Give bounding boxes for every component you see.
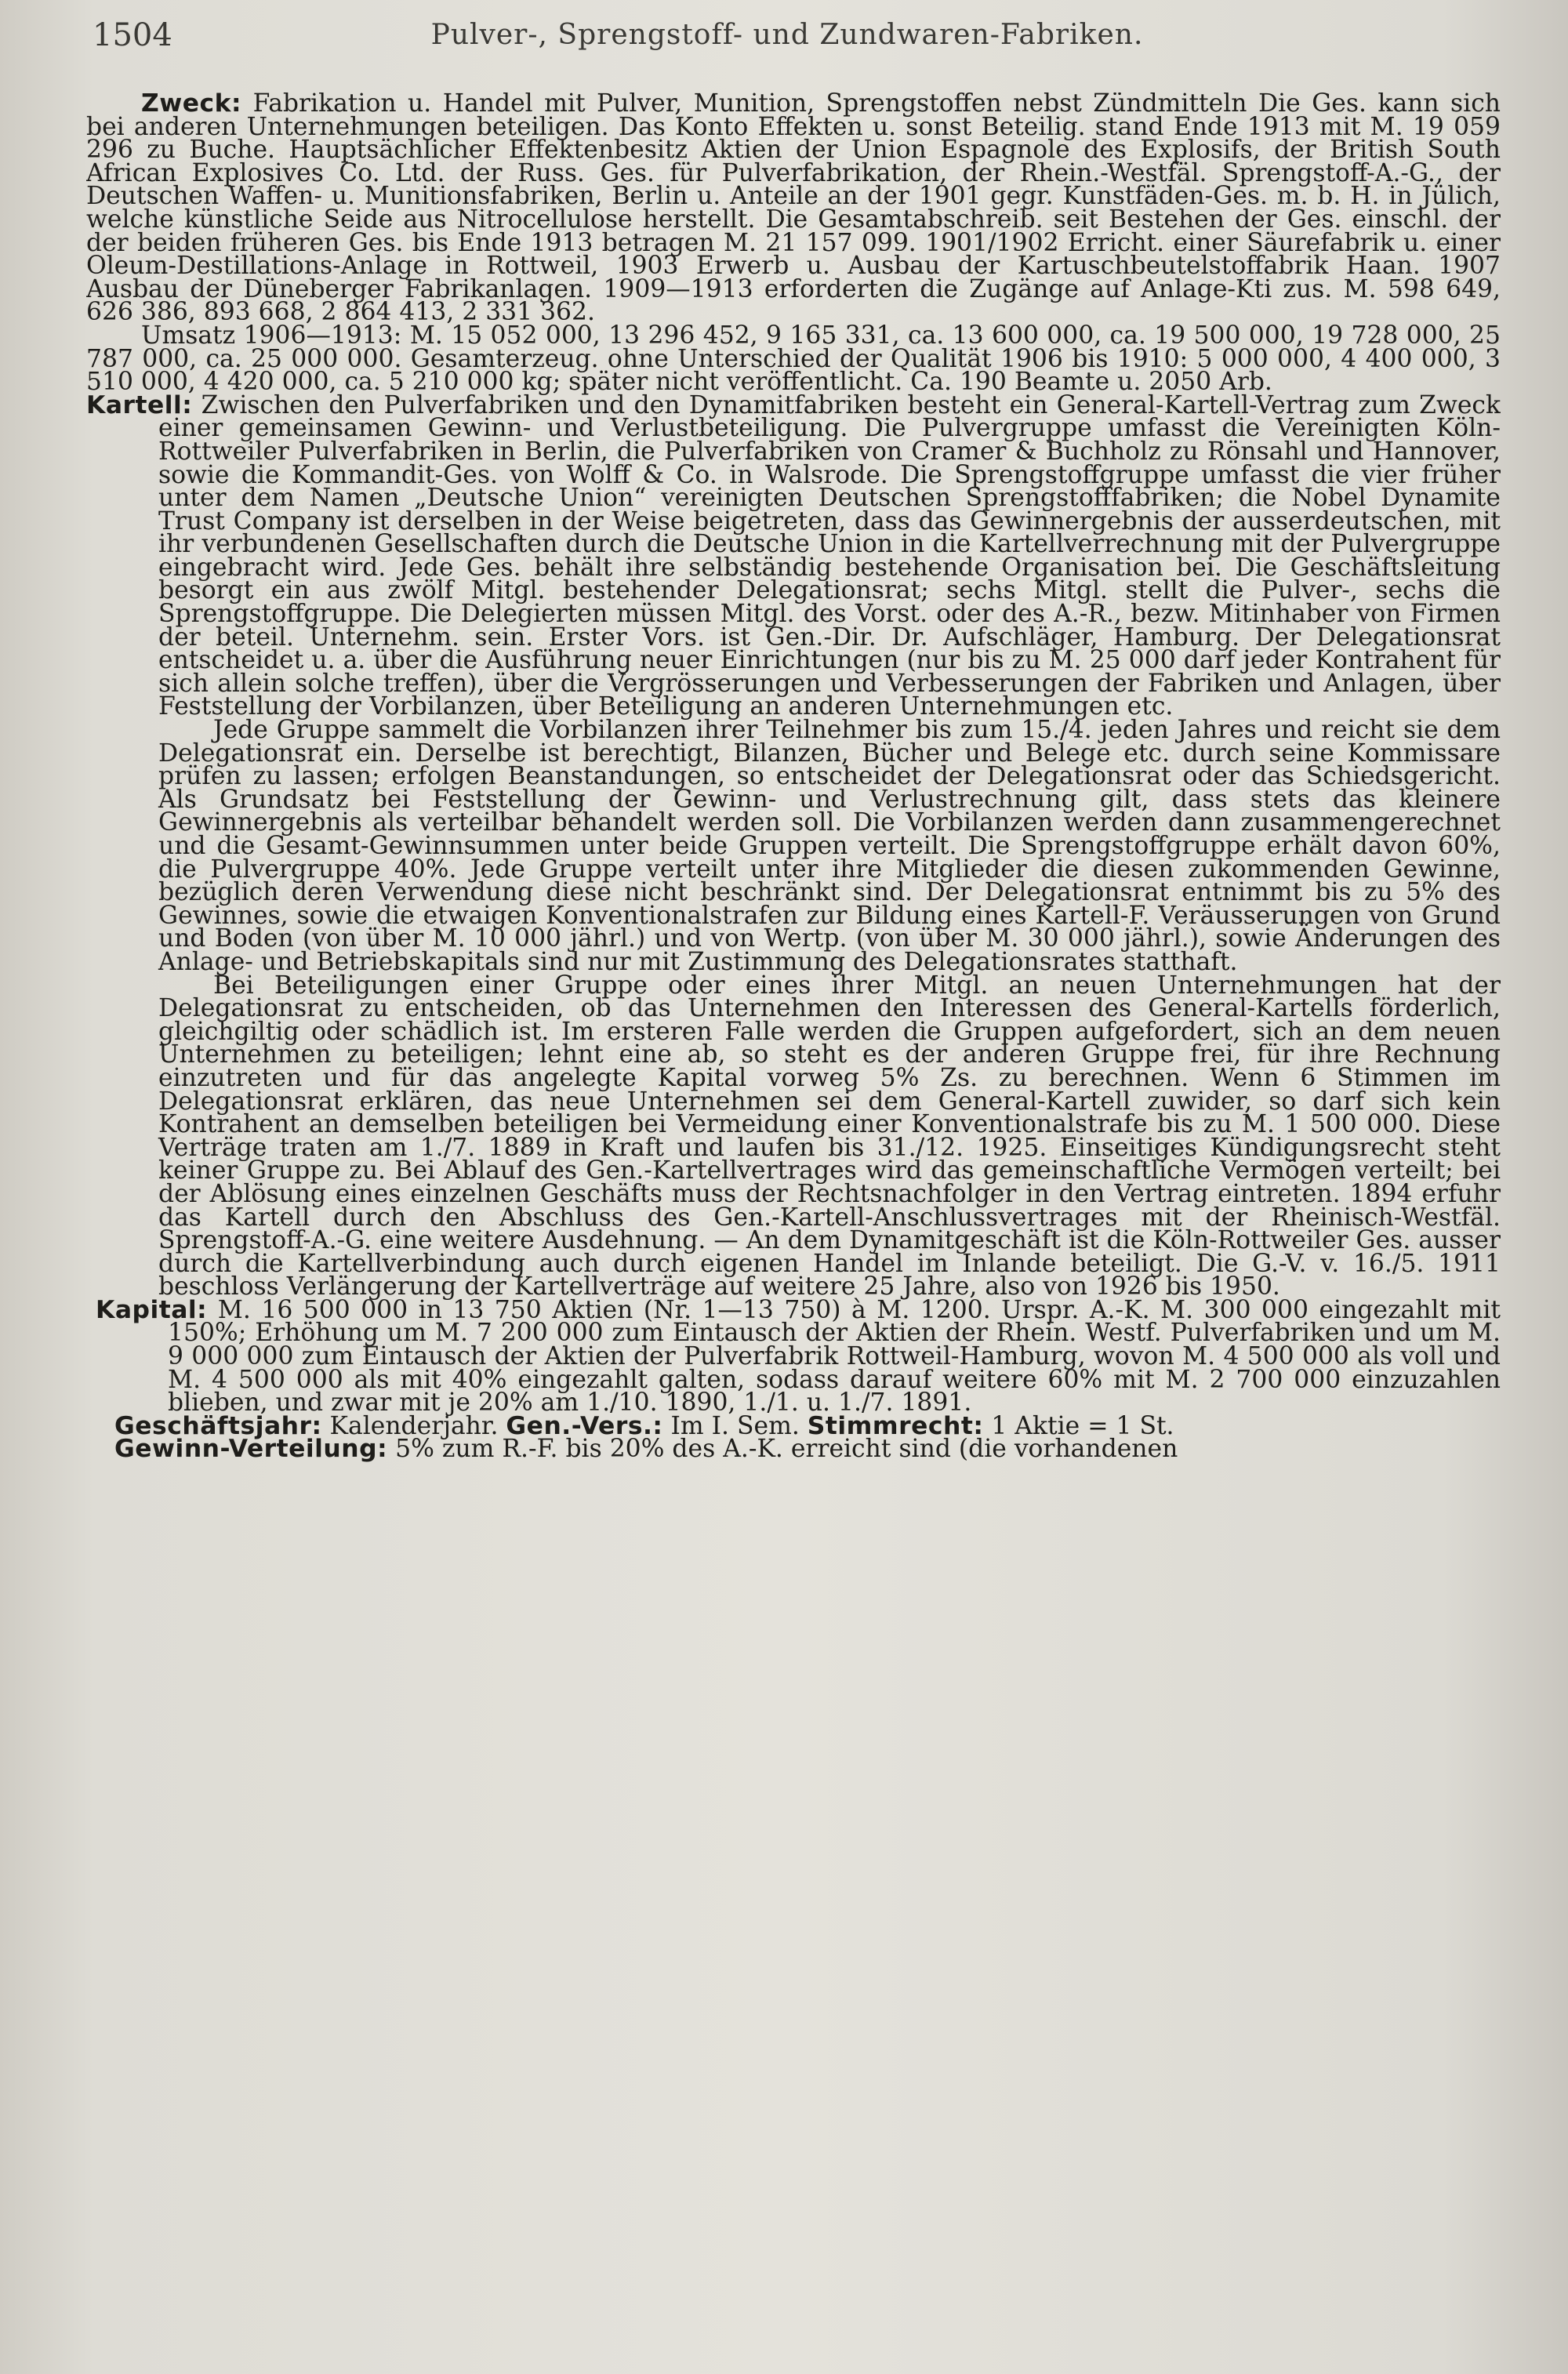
gewinn-text: 5% zum R.-F. bis 20% des A.-K. erreicht sind (die vorhandenen	[395, 1435, 1178, 1464]
section-kapital	[86, 1295, 1501, 1418]
section-gewinn	[86, 1435, 1501, 1464]
label-kapital: Kapital:	[96, 1295, 208, 1324]
stimmrecht-text: 1 Aktie = 1 St.	[991, 1411, 1174, 1440]
page-header	[93, 17, 1482, 58]
label-geschaeftsjahr: Geschäftsjahr:	[114, 1411, 322, 1440]
running-title: Pulver-, Sprengstoff- und Zundwaren-Fabriken.	[430, 19, 1144, 51]
label-gewinn-verteilung: Gewinn-Verteilung:	[114, 1435, 388, 1464]
zweck-text: Fabrikation u. Handel mit Pulver, Munition, Sprengstoffen nebst Zündmitteln Die Ges. kann sich bei anderen Unternehmungen beteiligen. Das Konto Effekten u. sonst Beteilig. stand Ende 1913 mit M. 19 059 296 zu Buche. Hauptsächlicher Effektenbesitz Aktien der Union Espagnole des Explosifs, der British South African Explosives Co. Ltd. der Russ. Ges. für Pulverfabrikation, der Rhein.-Westfäl. Sprengstoff-A.-G., der Deutschen Waffen- u. Munitionsfabriken, Berlin u. Anteile an der 1901 gegr. Kunstfäden-Ges. m. b. H. in Jülich, welche künstliche Seide aus Nitrocellulose herstellt. Die Gesamtabschreib. seit Bestehen der Ges. einschl. der der beiden früheren Ges. bis Ende 1913 betragen M. 21 157 099. 1901/1902 Erricht. einer Säurefabrik u. einer Oleum-Destillations-Anlage in Rottweil, 1903 Erwerb u. Ausbau der Kartuschbeutelstoffabrik Haan. 1907 Ausbau der Düneberger Fabrikanlagen. 1909—1913 erforderten die Zugänge auf Anlage-Kti zus. M. 598 649, 626 386, 893 668, 2 864 413, 2 331 362.	[86, 93, 1501, 327]
label-kartell: Kartell:	[86, 390, 193, 419]
label-gen-vers: Gen.-Vers.:	[506, 1411, 663, 1440]
page-number: 1504	[93, 17, 172, 53]
kartell-paragraph-2: Jede Gruppe sammelt die Vorbilanzen ihrer Teilnehmer bis zum 15./4. jeden Jahres und reicht sie dem Delegationsrat ein. Derselbe ist berechtigt, Bilanzen, Bücher und Belege etc. durch seine Kommissare prüfen zu lassen; erfolgen Beanstandungen, so entscheidet der Delegationsrat oder das Schiedsgericht. Als Grundsatz bei Feststellung der Gewinn- und Verlustrechnung gilt, dass stets das kleinere Gewinnergebnis als verteilbar behandelt werden soll. Die Vorbilanzen werden dann zusammengerechnet und die Gesamt-Gewinnsummen unter beide Gruppen verteilt. Die Sprengstoffgruppe erhält davon 60%, die Pulvergruppe 40%. Jede Gruppe verteilt unter ihre Mitglieder die diesen zukommenden Gewinne, bezüglich deren Verwendung diese nicht beschränkt sind. Der Delegationsrat entnimmt bis zu 5% des Gewinnes, sowie die etwaigen Konventionalstrafen zur Bildung eines Kartell-F. Veräusserungen von Grund und Boden (von über M. 10 000 jährl.) und von Wertp. (von über M. 30 000 jährl.), sowie Änderungen des Anlage- und Betriebskapitals sind nur mit Zustimmung des Delegationsrates statthaft.	[158, 716, 1501, 976]
page-body	[86, 93, 1501, 2343]
label-zweck: Zweck:	[141, 93, 242, 118]
kartell-paragraph-3: Bei Beteiligungen einer Gruppe oder eines ihrer Mitgl. an neuen Unternehmungen hat der Delegationsrat zu entscheiden, ob das Unternehmen den Interessen des General-Kartells förderlich, gleichgiltig oder schädlich ist. Im ersteren Falle werden die Gruppen aufgefordert, sich an dem neuen Unternehmen zu beteiligen; lehnt eine ab, so steht es der anderen Gruppe frei, für ihre Rechnung einzutreten und für das angelegte Kapital vorweg 5% Zs. zu berechnen. Wenn 6 Stimmen im Delegationsrat erklären, das neue Unternehmen sei dem General-Kartell zuwider, so darf sich kein Kontrahent an demselben beteiligen bei Vermeidung einer Konventionalstrafe bis zu M. 1 500 000. Diese Verträge traten am 1./7. 1889 in Kraft und laufen bis 31./12. 1925. Einseitiges Kündigungsrecht steht keiner Gruppe zu. Bei Ablauf des Gen.-Kartellvertrages wird das gemeinschaftliche Vermögen verteilt; bei der Ablösung eines einzelnen Geschäfts muss der Rechtsnachfolger in den Vertrag eintreten. 1894 erfuhr das Kartell durch den Abschluss des Gen.-Kartell-Anschlussvertrages mit der Rheinisch-Westfäl. Sprengstoff-A.-G. eine weitere Ausdehnung. — An dem Dynamitgeschäft ist die Köln-Rottweiler Ges. ausser durch die Kartellverbindung auch durch eigenen Handel im Inlande beteiligt. Die G.-V. v. 16./5. 1911 beschloss Verlängerung der Kartellverträge auf weitere 25 Jahre, also von 1926 bis 1950.	[158, 971, 1501, 1301]
gen-vers-text: Im I. Sem.	[670, 1411, 800, 1440]
section-zweck	[86, 93, 1501, 325]
section-kartell	[86, 390, 1501, 721]
kapital-text: M. 16 500 000 in 13 750 Aktien (Nr. 1—13 750) à M. 1200. Urspr. A.-K. M. 300 000 eingezahlt mit 150%; Erhöhung um M. 7 200 000 zum Eintausch der Aktien der Rhein. Westf. Pulverfabriken und um M. 9 000 000 zum Eintausch der Aktien der Pulverfabrik Rottweil-Hamburg, wovon M. 4 500 000 als voll und M. 4 500 000 als mit 40% eingezahlt galten, sodass darauf weitere 60% mit M. 2 700 000 einzuzahlen blieben, und zwar mit je 20% am 1./10. 1890, 1./1. u. 1./7. 1891.	[168, 1295, 1501, 1418]
zweck-umsatz: Umsatz 1906—1913: M. 15 052 000, 13 296 452, 9 165 331, ca. 13 600 000, ca. 19 500 000, 19 728 000, 25 787 000, ca. 25 000 000. Gesamterzeug. ohne Unterschied der Qualität 1906 bis 1910: 5 000 000, 4 400 000, 3 510 000, 4 420 000, ca. 5 210 000 kg; später nicht veröffentlicht. Ca. 190 Beamte u. 2050 Arb.	[86, 321, 1501, 397]
label-stimmrecht: Stimmrecht:	[807, 1411, 984, 1440]
geschaeftsjahr-text: Kalenderjahr.	[329, 1411, 499, 1440]
kartell-paragraph-1: Zwischen den Pulverfabriken und den Dynamitfabriken besteht ein General-Kartell-Vertrag zum Zweck einer gemeinsamen Gewinn- und Verlustbeteiligung. Die Pulvergruppe umfasst die Vereinigten Köln-Rottweiler Pulverfabriken in Berlin, die Pulverfabriken von Cramer & Buchholz zu Rönsahl und Hannover, sowie die Kommandit-Ges. von Wolff & Co. in Walsrode. Die Sprengstoffgruppe umfasst die vier früher unter dem Namen „Deutsche Union“ vereinigten Deutschen Sprengstofffabriken; die Nobel Dynamite Trust Company ist derselben in der Weise beigetreten, dass das Gewinnergebnis der ausserdeutschen, mit ihr verbundenen Gesellschaften durch die Deutsche Union in die Kartellverrechnung mit der Pulvergruppe eingebracht wird. Jede Ges. behält ihre selbständig bestehende Organisation bei. Die Geschäftsleitung besorgt ein aus zwölf Mitgl. bestehender Delegationsrat; sechs Mitgl. stellt die Pulver-, sechs die Sprengstoffgruppe. Die Delegierten müssen Mitgl. des Vorst. oder des A.-R., bezw. Mitinhaber von Firmen der beteil. Unternehm. sein. Erster Vors. ist Gen.-Dir. Dr. Aufschläger, Hamburg. Der Delegationsrat entscheidet u. a. über die Ausführung neuer Einrichtungen (nur bis zu M. 25 000 darf jeder Kontrahent für sich allein solche treffen), über die Vergrösserungen und Verbesserungen der Fabriken und Anlagen, über Feststellung der Vorbilanzen, über Beteiligung an anderen Unternehmungen etc.	[158, 390, 1501, 721]
